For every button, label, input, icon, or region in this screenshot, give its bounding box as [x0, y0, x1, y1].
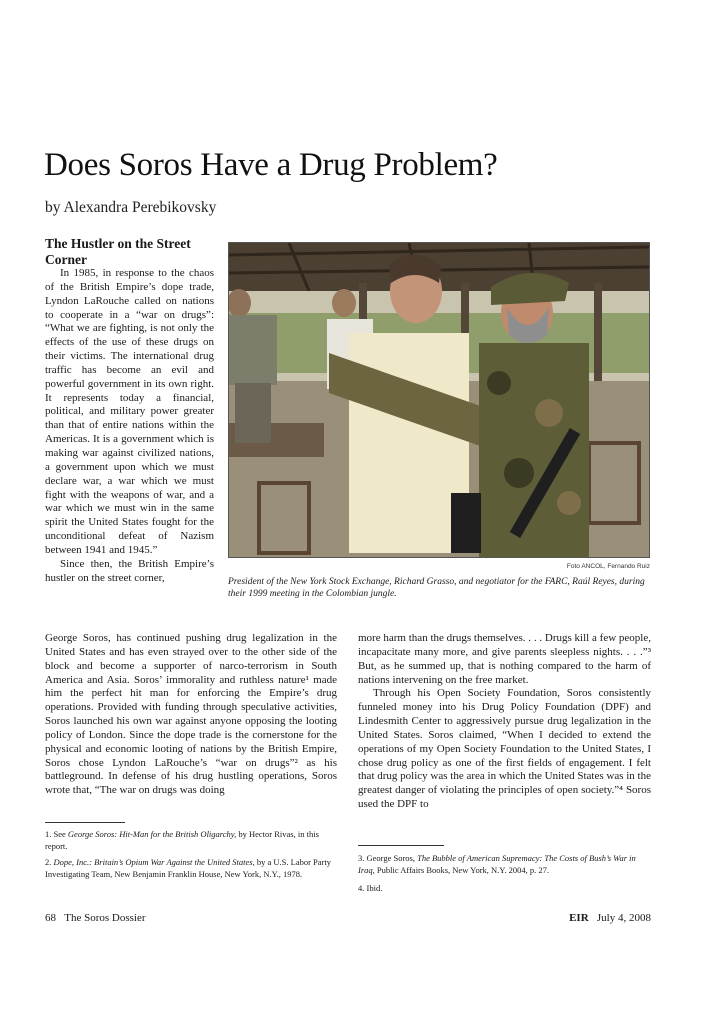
issue-date: July 4, 2008: [596, 912, 651, 924]
narrow-column: [45, 267, 214, 585]
byline: by Alexandra Perebikovsky: [45, 199, 217, 216]
paragraph: Since then, the British Empire’s hustler on the street corner,: [45, 557, 214, 584]
photo-illustration: [229, 243, 649, 557]
footnote-2: 2. Dope, Inc.: Britain’s Opium War Against the United States, by a U.S. Labor Party Investigating Team, New Benjamin Franklin House, New York, N.Y., 1978.: [45, 857, 332, 879]
footnote-4: 4. Ibid.: [358, 883, 383, 893]
photo-credit: Foto ANCOL, Fernando Ruiz: [566, 563, 650, 570]
paragraph: In 1985, in response to the chaos of the British Empire’s dope trade, Lyndon LaRouche called on nations to cooperate in a “war on drugs”: “What we are fighting, is not only the effects of the use of these drugs on their victims. The international drug traffic has become an evil and powerful government in its own right. It represents today a financial, political, and military power greater than that of entire nations within the Americas. It is a government which is making war against civilized nations, a government upon which we must declare war, a war which we must fight with the weapons of war, and a war which we must win in the same spirit the United States fought for the unconditional defeat of Nazism between 1941 and 1945.”: [45, 267, 214, 556]
footer-section: The Soros Dossier: [64, 912, 146, 924]
paragraph: George Soros, has continued pushing drug legalization in the United States and has even strayed over to the other side of the block and become a supporter of narco-terrorism in South America and Asia. Soros’ immorality and ruthless nature¹ made him the perfect hit man for enforcing the Empire’s drug operations. Provided with funding through speculative activities, Soros launched his own war against anyone opposing the looting policy of London. Since the dope trade is the cornerstone for the physical and economic looting of nations by the British Empire, Soros chose Lyndon LaRouche’s “war on drugs”² as his battleground. In defense of his drug hustling operations, Soros wrote that, “The war on drugs was doing: [45, 632, 337, 797]
left-column: [45, 632, 337, 798]
photo-caption: President of the New York Stock Exchange, Richard Grasso, and negotiator for the FARC, Raúl Reyes, during their 1999 meeting in the Colombian jungle.: [228, 577, 645, 599]
footnote-rule: [45, 822, 125, 823]
right-column: [358, 632, 651, 812]
page-footer-left: [45, 912, 146, 924]
page-footer-right: [545, 912, 651, 924]
section-heading: The Hustler on the Street Corner: [45, 236, 191, 267]
news-photo: [228, 242, 650, 558]
paragraph: Through his Open Society Foundation, Soros consistently funneled money into his Drug Policy Foundation (DPF) and Lindesmith Center to aggressively pursue drug legalization in the United States. Soros claimed, “When I decided to extend the operations of my Open Society Foundation to the United States, I chose drug policy as one of the first fields of engagement. I felt that drug policy was the area in which the United States was in the greatest danger of violating the principles of open society.”⁴ Soros used the DPF to: [358, 687, 651, 811]
publication-name: EIR: [569, 912, 589, 924]
footnote-3: 3. George Soros, The Bubble of American Supremacy: The Costs of Bush’s War in Iraq, Public Affairs Books, New York, N.Y. 2004, p. 27.: [358, 853, 636, 875]
article-title: Does Soros Have a Drug Problem?: [44, 147, 498, 183]
page-number: 68: [45, 912, 56, 924]
paragraph: more harm than the drugs themselves. . . . Drugs kill a few people, incapacitate many more, and give parents sleepless nights. . . .”³ But, as he summed up, that is nothing compared to the harm of nations intervening on the free market.: [358, 632, 651, 686]
footnote-1: 1. See George Soros: Hit-Man for the British Oligarchy, by Hector Rivas, in this report.: [45, 829, 319, 851]
footnote-rule: [358, 845, 444, 846]
